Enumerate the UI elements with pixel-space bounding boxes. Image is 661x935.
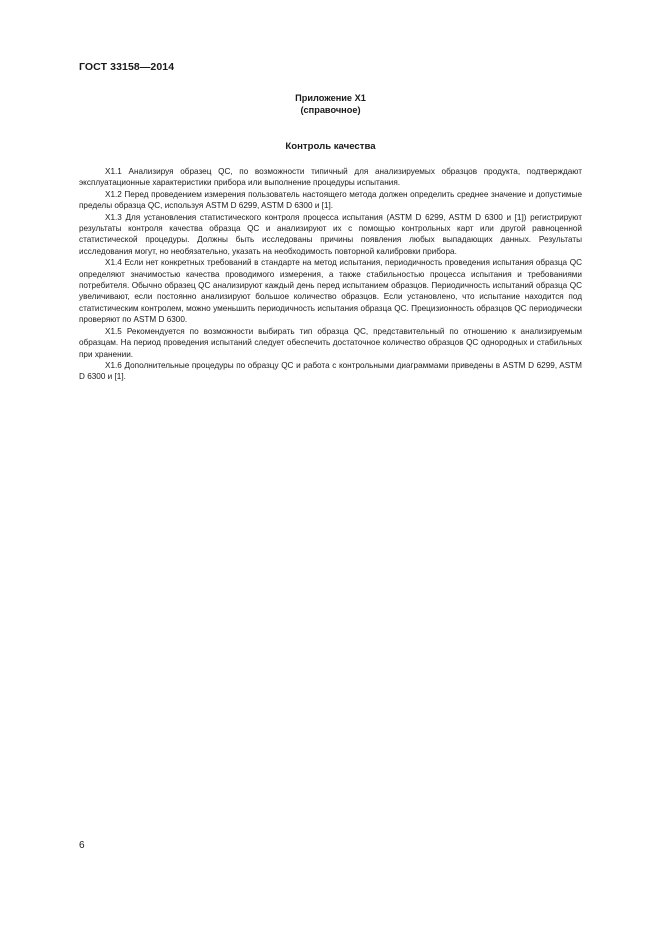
- paragraph-x1-1: Х1.1 Анализируя образец QC, по возможности типичный для анализируемых образцов продукта, подтверждают эксплуатационные характеристики прибора или выполнение процедуры испытания.: [79, 167, 582, 188]
- page-number: 6: [79, 840, 85, 851]
- paragraph-x1-5: Х1.5 Рекомендуется по возможности выбирать тип образца QC, представительный по отношению к анализируемым образцам. На период проведения испытаний следует обеспечить достаточное количество образцов QC однородных и стабильных при хранении.: [79, 326, 582, 359]
- paragraph-x1-6: Х1.6 Дополнительные процедуры по образцу QC и работа с контрольными диаграммами приведены в ASTM D 6299, ASTM D 6300 и [1].: [79, 360, 582, 382]
- document-header: ГОСТ 33158—2014: [79, 61, 175, 73]
- section-title: Контроль качества: [285, 141, 376, 152]
- body-text: [79, 166, 582, 383]
- paragraph-x1-3: Х1.3 Для установления статистического контроля процесса испытания (ASTM D 6299, ASTM D 6300 и [1]) регистрируют результаты контроля качества образца QC и анализируют их с помощью контрольных карт или другой равноценной статистической процедуры. Должны быть исследованы причины появления любых выпадающих данных. Результаты исследования могут, но необязательно, указать на необходимость повторной калибровки прибора.: [79, 212, 582, 256]
- annex-subtitle: (справочное): [300, 105, 361, 115]
- paragraph-x1-4: Х1.4 Если нет конкретных требований в стандарте на метод испытания, периодичность проведения испытания образца QC определяют значимостью качества проводимого измерения, а также стабильностью процесса испытания и требованиями потребителя. Обычно образец QC анализируют каждый день перед испытанием образцов. Периодичность испытаний образца QC увеличивают, если постоянно анализируют большое количество образцов. Если установлено, что испытание находится под статистическим контролем, можно уменьшить периодичность испытания образца QC. Прецизионность образцов QC периодически проверяют по ASTM D 6300.: [79, 258, 582, 325]
- annex-title: Приложение Х1: [295, 93, 366, 103]
- paragraph-x1-2: Х1.2 Перед проведением измерения пользователь настоящего метода должен определить среднее значение и допустимые пределы образца QC, используя ASTM D 6299, ASTM D 6300 и [1].: [79, 189, 582, 211]
